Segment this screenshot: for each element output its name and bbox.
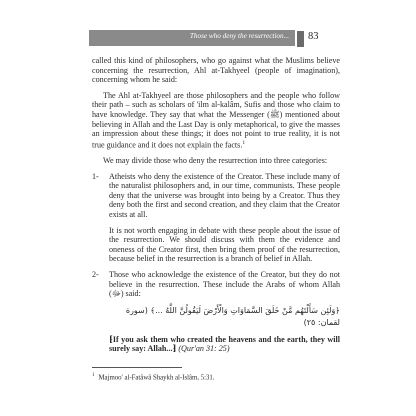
- footnote: [92, 372, 340, 382]
- footnote-reference: 1: [242, 139, 246, 146]
- footnote-text: Majmoo' al-Fatâwâ Shaykh al-Islâm, 5:31.: [98, 374, 215, 382]
- list-number: 1-: [92, 171, 99, 181]
- arabic-verse: ﴿وَلَئِن سَأَلْتَهُم مَّنْ خَلَقَ السَّمَاوَاتِ وَالْأَرْضَ لَيَقُولُنَّ اللَّهُ ...﴾ (سورة لقمان: ٢٥): [125, 305, 340, 327]
- list-item-continuation: It is not worth engaging in debate with these people about the issue of the resurrection. We should discuss with them the evidence and oneness of the Creator first, then bring them proof of the resurrection, because belief in the resurrection is a branch of belief in Allah.: [109, 225, 340, 264]
- paragraph-takhyeel-text: The Ahl at-Takhyeel are those philosophers and the people who follow their path – such as scholars of 'ilm al-kalâm, Sufis and those who claim to have knowledge. They say that what the Messenger (ﷺ) mentioned about believing in Allah and the Last Day is only metaphorical, to give the masses an impression about these things; it does not point to true reality, it is not true guidance and it does not explain the facts.: [92, 90, 341, 150]
- verse-reference: (Qur'an 31: 25): [178, 344, 230, 354]
- paragraph-categories: We may divide those who deny the resurrection into three categories:: [103, 156, 328, 166]
- page-number: 83: [308, 31, 319, 42]
- verse-translation-text: ⁅If you ask them who created the heavens and the earth, they will surely say: Allah...⁆: [109, 334, 340, 354]
- list-number: 2-: [92, 269, 99, 279]
- list-item-acknowledgers: [92, 270, 340, 299]
- verse-translation: [92, 335, 340, 354]
- header-band: [89, 30, 295, 46]
- list-item-atheists: [92, 172, 340, 220]
- page-body: [92, 56, 340, 360]
- list-item-text: Those who acknowledge the existence of the Creator, but they do not believe in the resurrection. These include the Arabs of whom Allah (ﷻ) said:: [109, 269, 340, 299]
- page-header: [89, 30, 342, 46]
- book-page: [72, 20, 342, 404]
- footnote-divider: [92, 367, 182, 368]
- footnote-marker: 1: [92, 373, 95, 378]
- paragraph-takhyeel: [92, 91, 340, 150]
- paragraph-intro: called this kind of philosophers, who go against what the Muslims believe concerning the resurrection, Ahl at-Takhyeel (people of imagination), concerning whom he said:: [92, 56, 340, 85]
- list-item-text: Atheists who deny the existence of the Creator. These include many of the naturalist philosophers and, in our time, communists. These people deny that the universe was brought into being by a Creator. Thus they deny both the first and second creation, and they claim that the Creator exists at all.: [109, 171, 340, 219]
- running-title: Those who deny the resurrection...: [189, 32, 289, 40]
